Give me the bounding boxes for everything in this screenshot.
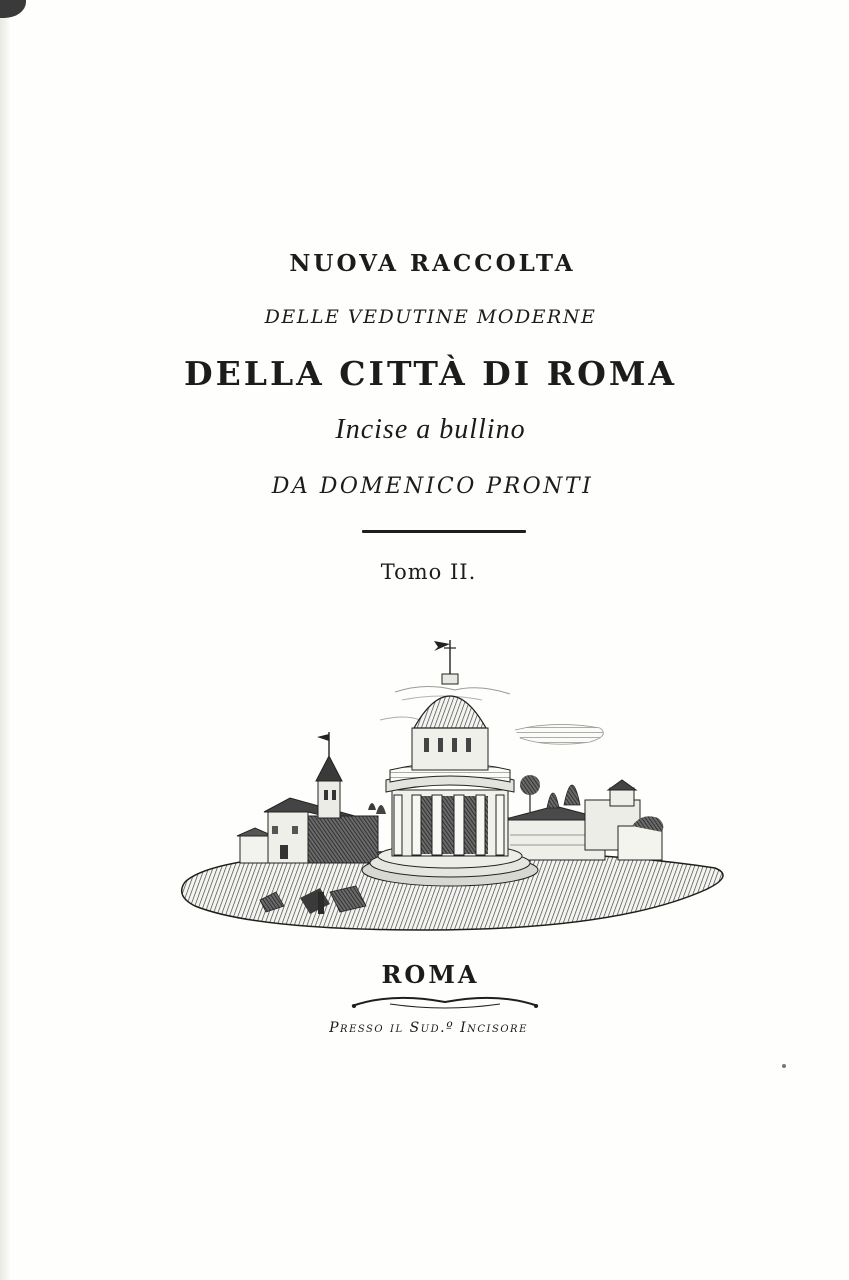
page-corner [0,0,26,18]
page-spine-edge [0,0,10,1280]
title-main: DELLA CITTÀ DI ROMA [183,354,678,393]
author-line: DA DOMENICO PRONTI [271,474,594,499]
volume-label: Tomo II. [380,560,477,584]
imprint-place: ROMA [381,960,480,989]
subtitle-engraved: Incise a bullino [335,414,526,445]
imprint-publisher: Presso il Sud.º Incisore [329,1020,528,1036]
tempietto-engraving [180,630,725,950]
flourish-ornament [350,994,540,1014]
paper-speck [782,1064,786,1068]
title-line-2: DELLE VEDUTINE MODERNE [264,306,597,328]
title-line-1: NUOVA RACCOLTA [289,250,576,277]
title-rule [362,530,526,533]
